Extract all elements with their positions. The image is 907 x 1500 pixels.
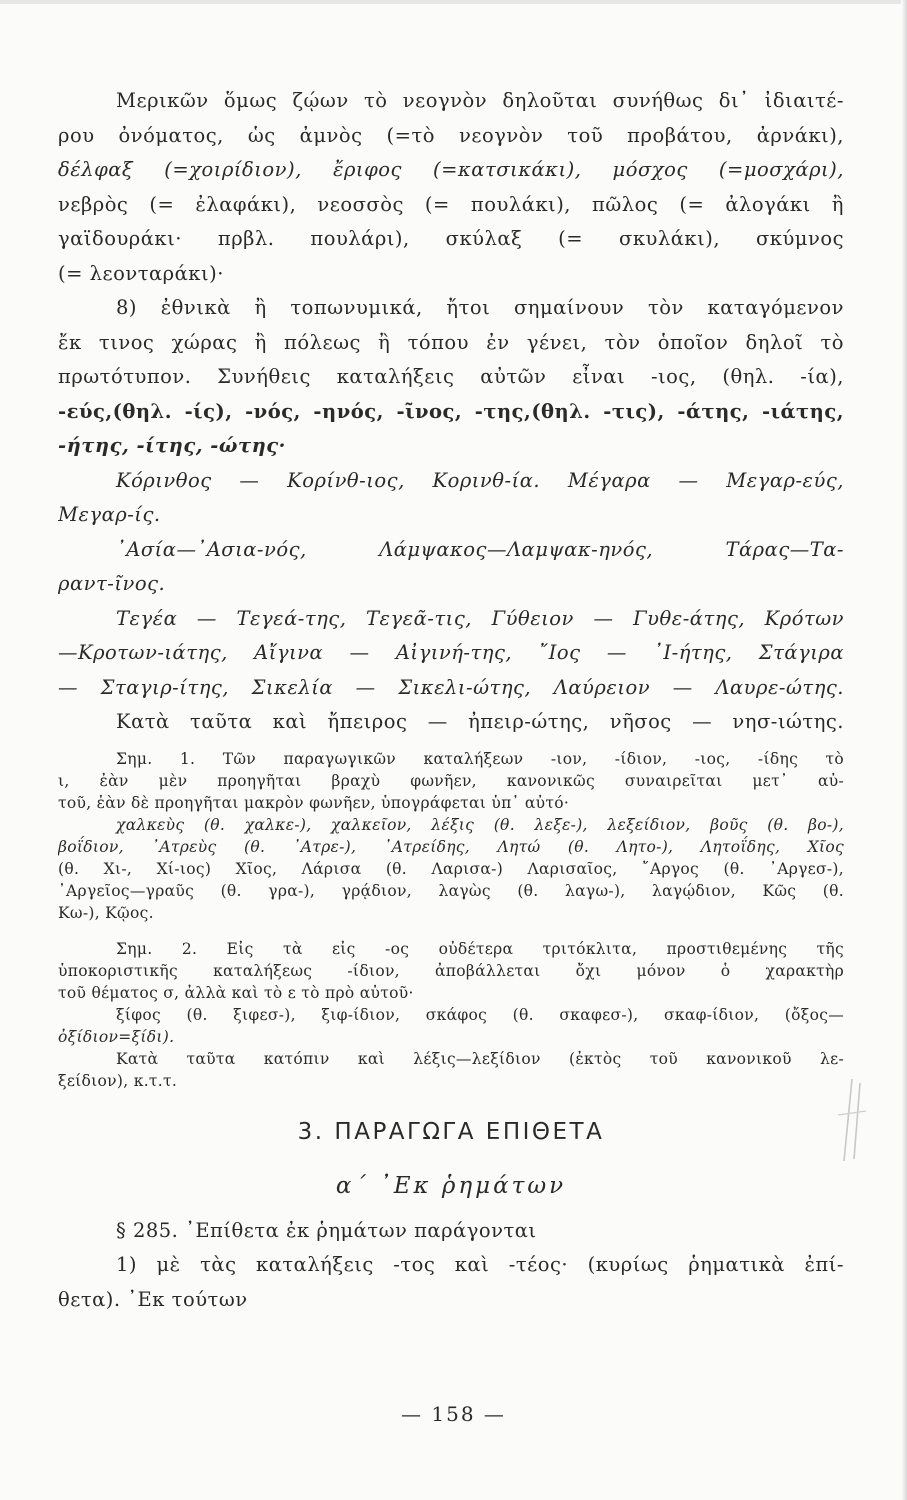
note-line: ὑποκοριστικῆς καταλήξεως -ίδιον, ἀποβάλλεται ὄχι μόνον ὁ χαρακτὴρ (58, 961, 844, 980)
text-line: ρου ὀνόματος, ὡς ἀμνὸς (=τὸ νεογνὸν τοῦ προβάτου, ἀρνάκι), (58, 123, 844, 147)
note-line: ι, ἐὰν μὲν προηγῆται βραχὺ φωνῆεν, κανονικῶς συναιρεῖται μετ᾽ αὐ- (58, 771, 844, 790)
example-line: Τεγέα — Τεγεά-της, Τεγεᾶ-τις, Γύθειον — Γυθε-άτης, Κρότων (116, 606, 844, 630)
note-line: ὀξίδιον=ξίδι). (58, 1027, 175, 1046)
text-line: πρωτότυπον. Συνήθεις καταλήξεις αὐτῶν εἶναι -ιος, (θηλ. -ία), (58, 365, 844, 388)
page-body (58, 84, 844, 1317)
text-line: δέλφαξ (=χοιρίδιον), ἔριφος (=κατσικάκι), μόσχος (=μοσχάρι), (58, 158, 844, 181)
example-line: ᾽Ασία—᾽Ασια-νός, Λάμψακος—Λαμψακ-ηνός, Τάρας—Τα- (116, 537, 844, 561)
note-line: Σημ. 2. Εἰς τὰ εἰς -ος οὐδέτερα τριτόκλιτα, προστιθεμένης τῆς (116, 939, 844, 958)
note-line: ξείδιον), κ.τ.τ. (58, 1071, 178, 1090)
page-top-edge (0, 0, 907, 4)
examples-block (58, 464, 844, 740)
note-line: Κατὰ ταῦτα κατόπιν καὶ λέξις—λεξίδιον (ἐκτὸς τοῦ κανονικοῦ λε- (116, 1049, 844, 1068)
page-right-edge (901, 0, 907, 1500)
text-line: (= λεονταράκι)· (58, 261, 224, 285)
paragraph-285 (58, 1214, 844, 1318)
section-subheading: α΄ ᾽Εκ ῥημάτων (335, 1172, 567, 1199)
example-line: Κατὰ ταῦτα καὶ ἤπειρος — ἠπειρ-ώτης, νῆσος — νησ-ιώτης. (116, 710, 844, 733)
text-line: 8) ἐθνικὰ ἢ τοπωνυμικά, ἤτοι σημαίνουν τὸν καταγόμενον (116, 296, 844, 319)
note-2 (58, 938, 844, 1092)
text-line: θετα). ᾽Εκ τούτων (58, 1287, 248, 1311)
text-line: -ήτης, -ίτης, -ώτης· (58, 434, 286, 457)
note-line: (θ. Χι-, Χί-ιος) Χῖος, Λάρισα (θ. Λαρισα-) Λαρισαῖος, ῎Αργος (θ. ᾽Αργεσ-), (58, 859, 844, 878)
example-line: — Σταγιρ-ίτης, Σικελία — Σικελι-ώτης, Λαύρειον — Λαυρε-ώτης. (58, 675, 844, 699)
note-line: Σημ. 1. Τῶν παραγωγικῶν καταλήξεων -ιον, -ίδιον, -ιος, -ίδης τὸ (116, 749, 844, 768)
pencil-mark-icon (830, 1075, 870, 1165)
note-line: τοῦ, ἐὰν δὲ προηγῆται μακρὸν φωνῆεν, ὑπογράφεται ὑπ᾽ αὐτό· (58, 793, 570, 812)
note-line: ᾽Αργεῖος—γραῦς (θ. γρα-), γρᾴδιον, λαγὼς (θ. λαγω-), λαγῴδιον, Κῶς (θ. (58, 881, 844, 900)
note-line: Κω-), Κῷος. (58, 903, 154, 922)
text-line: -εύς,(θηλ. -ίς), -νός, -ηνός, -ῖνος, -της,(θηλ. -τις), -άτης, -ιάτης, (58, 399, 844, 423)
note-line: τοῦ θέματος σ, ἀλλὰ καὶ τὸ ε τὸ πρὸ αὐτοῦ· (58, 983, 414, 1002)
section-heading: 3. ΠΑΡΑΓΩΓΑ ΕΠΙΘΕΤΑ (297, 1118, 605, 1145)
text-line: νεβρὸς (= ἐλαφάκι), νεοσσὸς (= πουλάκι), πῶλος (= ἀλογάκι ἢ (58, 192, 844, 216)
paragraph-young-animals (58, 84, 844, 291)
text-line: 1) μὲ τὰς καταλήξεις -τος καὶ -τέος· (κυρίως ῥηματικὰ ἐπί- (116, 1253, 844, 1276)
example-line: Κόρινθος — Κορίνθ-ιος, Κορινθ-ία. Μέγαρα — Μεγαρ-εύς, (116, 468, 844, 492)
text-line: ἔκ τινος χώρας ἢ πόλεως ἢ τόπου ἐν γένει, τὸν ὁποῖον δηλοῖ τὸ (58, 330, 844, 354)
example-line: ραντ-ῖνος. (58, 572, 166, 595)
note-line: βοΐδιον, ᾽Ατρεὺς (θ. ᾽Ατρε-), ᾽Ατρείδης, Λητώ (θ. Λητο-), Λητοΐδης, Χῖος (58, 837, 844, 856)
note-line: χαλκεὺς (θ. χαλκε-), χαλκεῖον, λέξις (θ. λεξε-), λεξείδιον, βοῦς (θ. βο-), (116, 815, 844, 834)
page-number: — 158 — (401, 1402, 506, 1426)
note-1 (58, 748, 844, 924)
note-line: ξίφος (θ. ξιφεσ-), ξιφ-ίδιον, σκάφος (θ. σκαφεσ-), σκαφ-ίδιον, (ὄξος— (116, 1005, 844, 1024)
text-line: Μερικῶν ὅμως ζῴων τὸ νεογνὸν δηλοῦται συνήθως δι᾽ ἰδιαιτέ- (116, 89, 844, 112)
example-line: Μεγαρ-ίς. (58, 503, 161, 526)
example-line: —Κροτων-ιάτης, Αἴγινα — Αἰγινή-της, ῎Ιος — ᾽Ι-ήτης, Στάγιρα (58, 641, 844, 664)
text-line: γαϊδουράκι· πρβλ. πουλάρι), σκύλαξ (= σκυλάκι), σκύμνος (58, 227, 844, 250)
paragraph-ethnic-suffixes (58, 291, 844, 464)
text-line: § 285. ᾽Επίθετα ἐκ ῥημάτων παράγονται (116, 1218, 537, 1242)
